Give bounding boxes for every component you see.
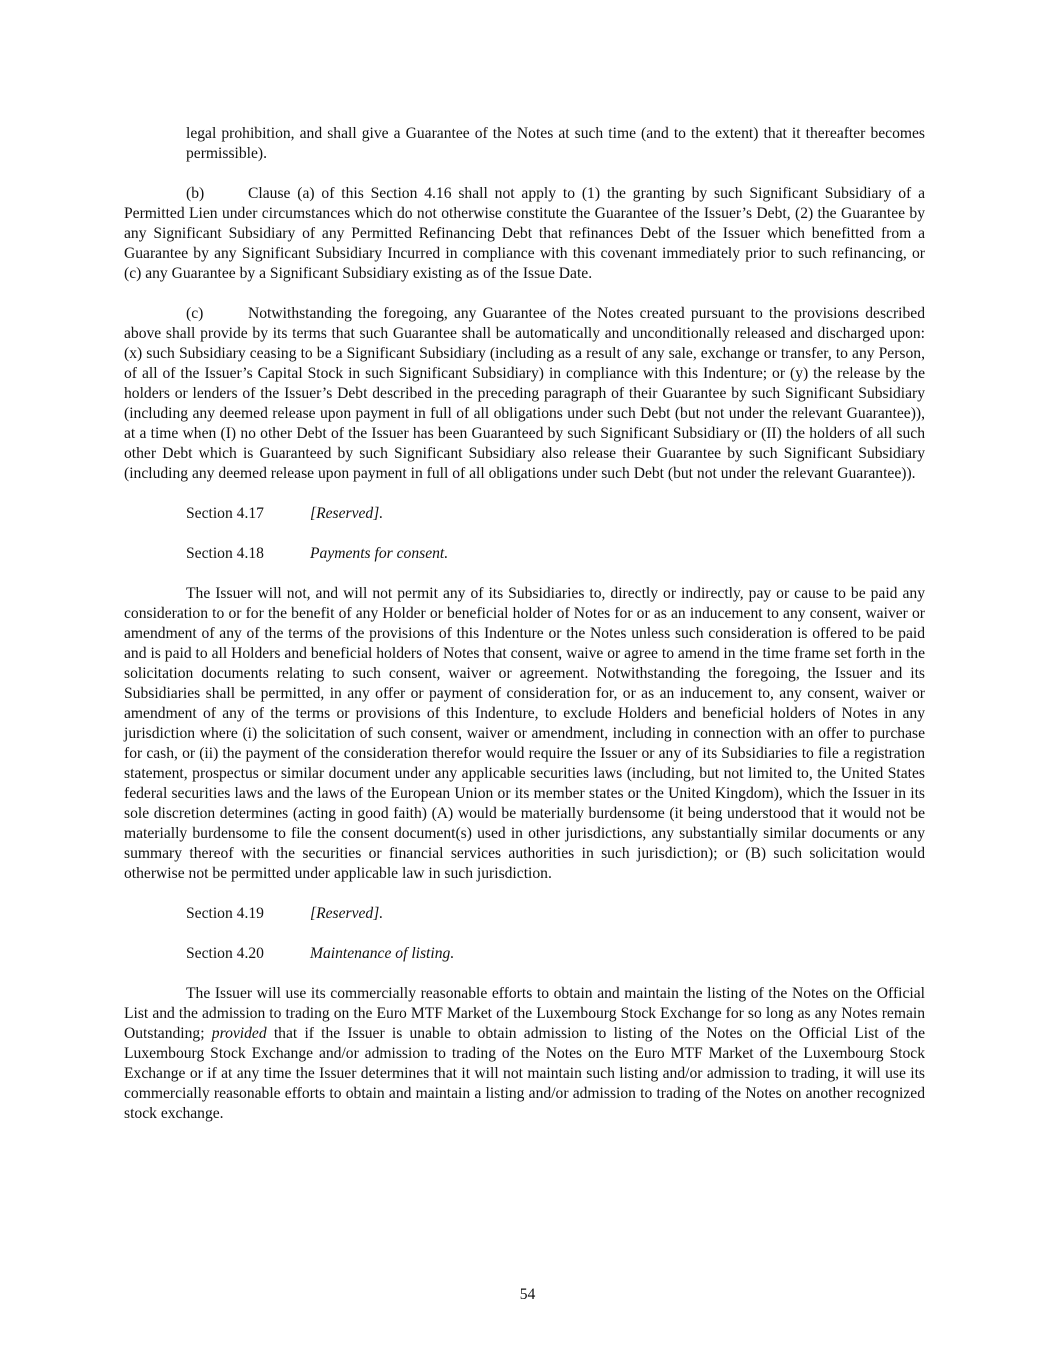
section-4-17-heading [124,504,925,524]
section-4-18-title: Payments for consent. [310,545,449,562]
section-4-20-heading [124,944,925,964]
paragraph-b-label: (b) [186,185,205,202]
provided-emphasis: provided [211,1025,267,1042]
page-number: 54 [519,1286,536,1303]
section-4-19-title: [Reserved]. [310,905,384,922]
section-4-20-title: Maintenance of listing. [310,945,455,962]
paragraph-b [124,184,925,284]
paragraph-b-text: Clause (a) of this Section 4.16 shall not apply to (1) the granting by such Significant Subsidiary of a Permitted Lien under circumstances which do not otherwise constitute the Guarantee of the Issuer’s Debt, (2) the Guarantee by any Significant Subsidiary of any Permitted Refinancing Debt that refinances Debt of the Issuer which benefitted from a Guarantee by any Significant Subsidiary Incurred in compliance with this covenant immediately prior to such refinancing, or (c) any Guarantee by a Significant Subsidiary existing as of the Issue Date. [124,185,925,282]
section-4-19-heading [124,904,925,924]
section-4-20-number: Section 4.20 [186,945,264,962]
section-4-20-paragraph [124,984,925,1124]
continuation-paragraph: legal prohibition, and shall give a Guarantee of the Notes at such time (and to the extent) that it thereafter becomes permissible). [186,125,925,162]
paragraph-c-label: (c) [186,305,204,322]
section-4-17-title: [Reserved]. [310,505,384,522]
section-4-20-text-part2: that if the Issuer is unable to obtain admission to listing of the Notes on the Official List of the Luxembourg Stock Exchange and/or admission to trading of the Notes on the Euro MTF Market of the Luxembourg Stock Exchange or if at any time the Issuer determines that it will not maintain such listing and/or admission to trading, it will use its commercially reasonable efforts to obtain and maintain a listing and/or admission to trading of the Notes on another recognized stock exchange. [124,1025,925,1122]
section-4-17-number: Section 4.17 [186,505,264,522]
section-4-18-number: Section 4.18 [186,545,264,562]
section-4-18-heading [124,544,925,564]
document-body [124,124,925,1144]
paragraph-c-text: Notwithstanding the foregoing, any Guarantee of the Notes created pursuant to the provisions described above shall provide by its terms that such Guarantee shall be automatically and unconditionally released and discharged upon: (x) such Subsidiary ceasing to be a Significant Subsidiary (including as a result of any sale, exchange or transfer, to any Person, of all of the Issuer’s Capital Stock in such Significant Subsidiary) in compliance with this Indenture; or (y) the release by the holders or lenders of the Issuer’s Debt described in the preceding paragraph of their Guarantee by such Significant Subsidiary (including any deemed release upon payment in full of all obligations under such Debt (but not under the relevant Guarantee)), at a time when (I) no other Debt of the Issuer has been Guaranteed by such Significant Subsidiary or (II) the holders of all such other Debt which is Guaranteed by such Significant Subsidiary also release their Guarantee by such Significant Subsidiary (including any deemed release upon payment in full of all obligations under such Debt (but not under the relevant Guarantee)). [124,305,925,482]
section-4-19-number: Section 4.19 [186,905,264,922]
section-4-18-paragraph: The Issuer will not, and will not permit any of its Subsidiaries to, directly or indirectly, pay or cause to be paid any consideration to or for the benefit of any Holder or beneficial holder of Notes for or as an inducement to any consent, waiver or amendment of any of the terms of the provisions of this Indenture or the Notes unless such consideration is offered to be paid and is paid to all Holders and beneficial holders of Notes that consent, waive or agree to amend in the time frame set forth in the solicitation documents relating to such consent, waiver or agreement. Notwithstanding the foregoing, the Issuer and its Subsidiaries shall be permitted, in any offer or payment of consideration for, or as an inducement to, any consent, waiver or amendment of any of the terms or provisions of this Indenture, to exclude Holders and beneficial holders of Notes in any jurisdiction where (i) the solicitation of such consent, waiver or amendment, including in connection with an offer to purchase for cash, or (ii) the payment of the consideration therefor would require the Issuer or any of its Subsidiaries to file a registration statement, prospectus or similar document under any applicable securities laws (including, but not limited to, the United States federal securities laws and the laws of the European Union or its member states or the United Kingdom), which the Issuer in its sole discretion determines (acting in good faith) (A) would be materially burdensome (it being understood that it would not be materially burdensome to file the consent document(s) used in other jurisdictions, any substantially similar documents or any summary thereof with the securities or financial services authorities in such jurisdiction); or (B) such solicitation would otherwise not be permitted under applicable law in such jurisdiction. [124,585,925,882]
paragraph-c [124,304,925,484]
section-4-20-text-part1: The Issuer will use its commercially reasonable efforts to obtain and maintain the listing of the Notes on the Official List and the admission to trading on the Euro MTF Market of the Luxembourg Stock Exchange for so long as any Notes remain Outstanding; [124,985,925,1042]
